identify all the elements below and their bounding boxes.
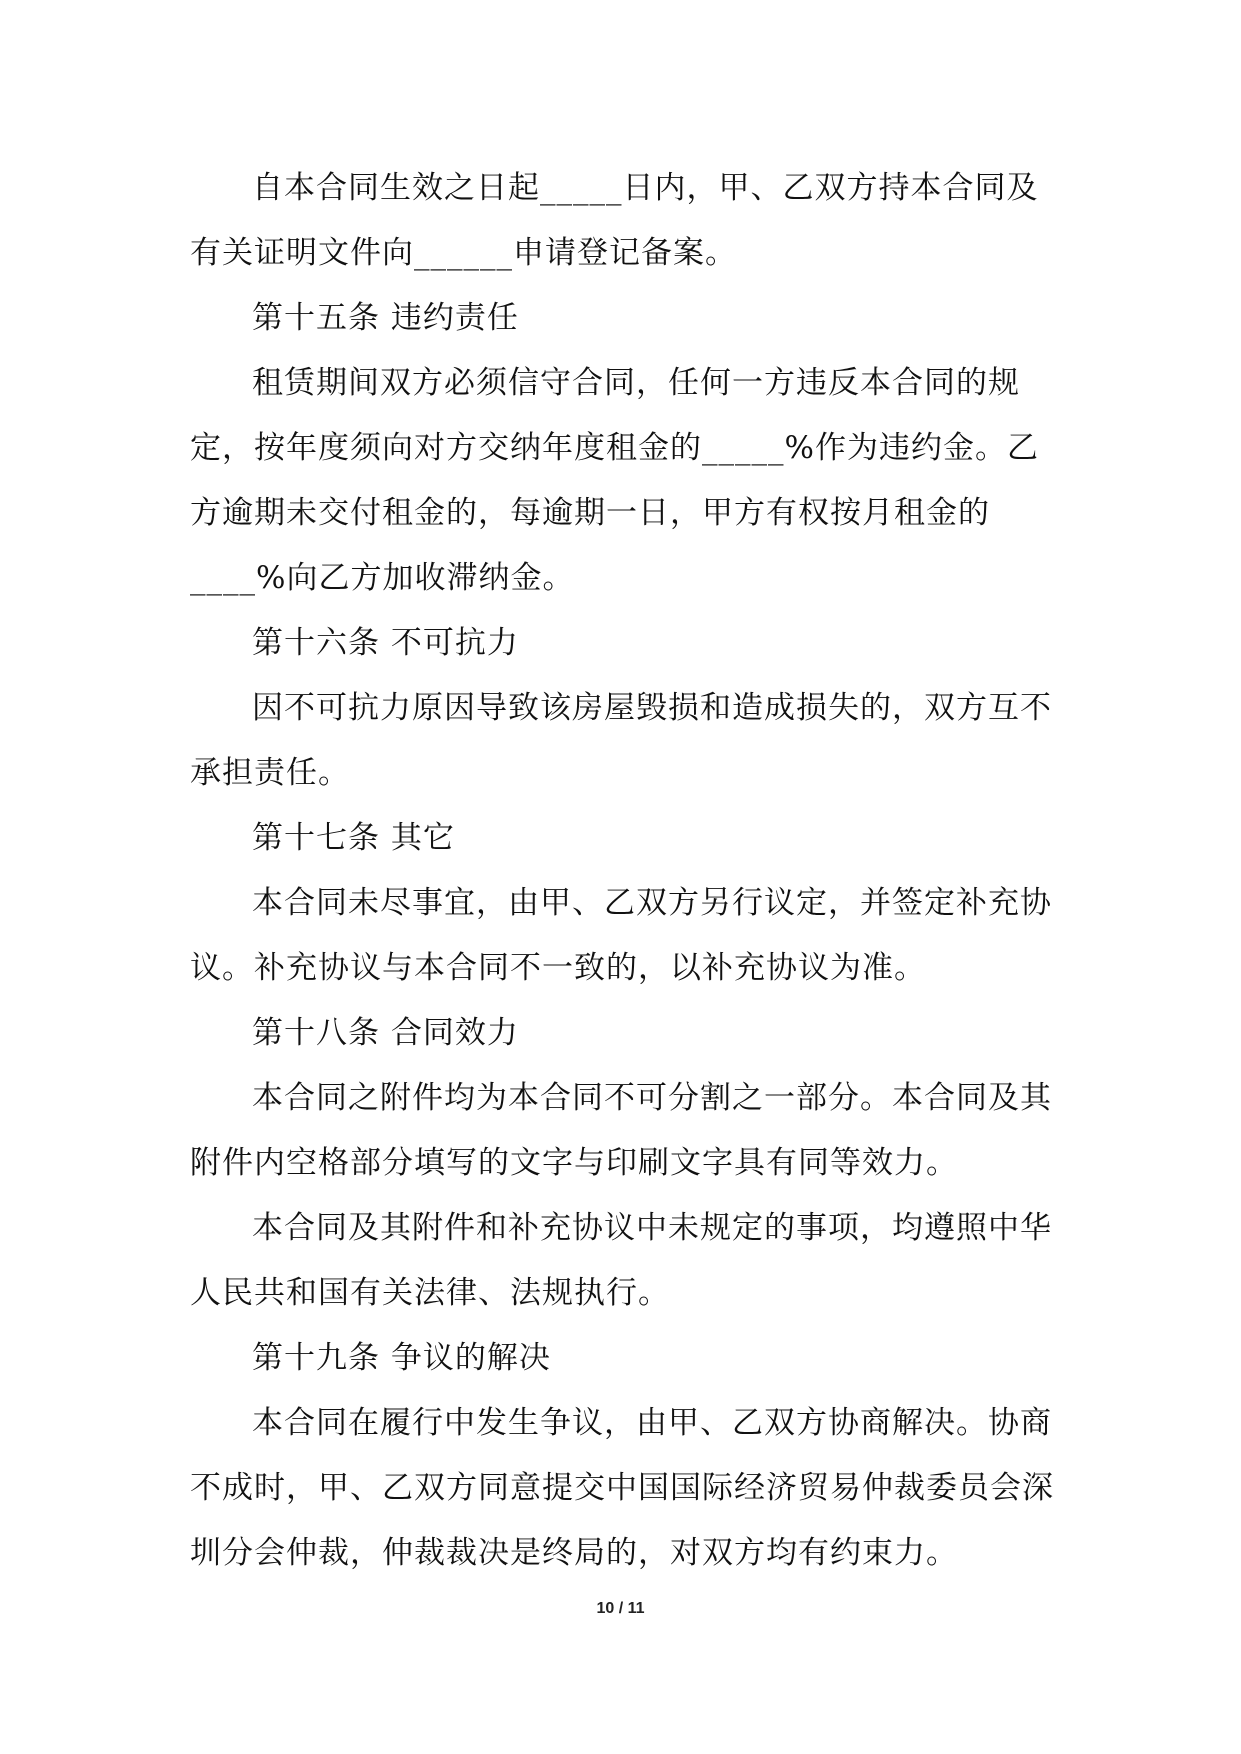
- paragraph-breach-liability: 租赁期间双方必须信守合同，任何一方违反本合同的规定，按年度须向对方交纳年度租金的_____%作为违约金。乙方逾期未交付租金的，每逾期一日，甲方有权按月租金的____%向乙方加收滞纳金。: [190, 365, 1039, 596]
- document-body: [190, 156, 1056, 1586]
- paragraph-registration: 自本合同生效之日起_____日内，甲、乙双方持本合同及有关证明文件向______申请登记备案。: [190, 170, 1039, 271]
- article-15-heading: 第十五条 违约责任: [252, 300, 519, 336]
- paragraph-governing-law: 本合同及其附件和补充协议中未规定的事项，均遵照中华人民共和国有关法律、法规执行。: [190, 1210, 1052, 1311]
- page-number: 10 / 11: [596, 1600, 645, 1617]
- article-17-heading: 第十七条 其它: [252, 820, 455, 856]
- paragraph-attachments-validity: 本合同之附件均为本合同不可分割之一部分。本合同及其附件内空格部分填写的文字与印刷文字具有同等效力。: [190, 1080, 1052, 1181]
- article-18-heading: 第十八条 合同效力: [252, 1015, 519, 1051]
- paragraph-other-matters: 本合同未尽事宜，由甲、乙双方另行议定，并签定补充协议。补充协议与本合同不一致的，以补充协议为准。: [190, 885, 1052, 986]
- article-16-heading: 第十六条 不可抗力: [252, 625, 519, 661]
- paragraph-dispute-resolution: 本合同在履行中发生争议，由甲、乙双方协商解决。协商不成时，甲、乙双方同意提交中国国际经济贸易仲裁委员会深圳分会仲裁，仲裁裁决是终局的，对双方均有约束力。: [190, 1405, 1054, 1571]
- article-19-heading: 第十九条 争议的解决: [252, 1340, 551, 1376]
- paragraph-force-majeure: 因不可抗力原因导致该房屋毁损和造成损失的，双方互不承担责任。: [190, 690, 1052, 791]
